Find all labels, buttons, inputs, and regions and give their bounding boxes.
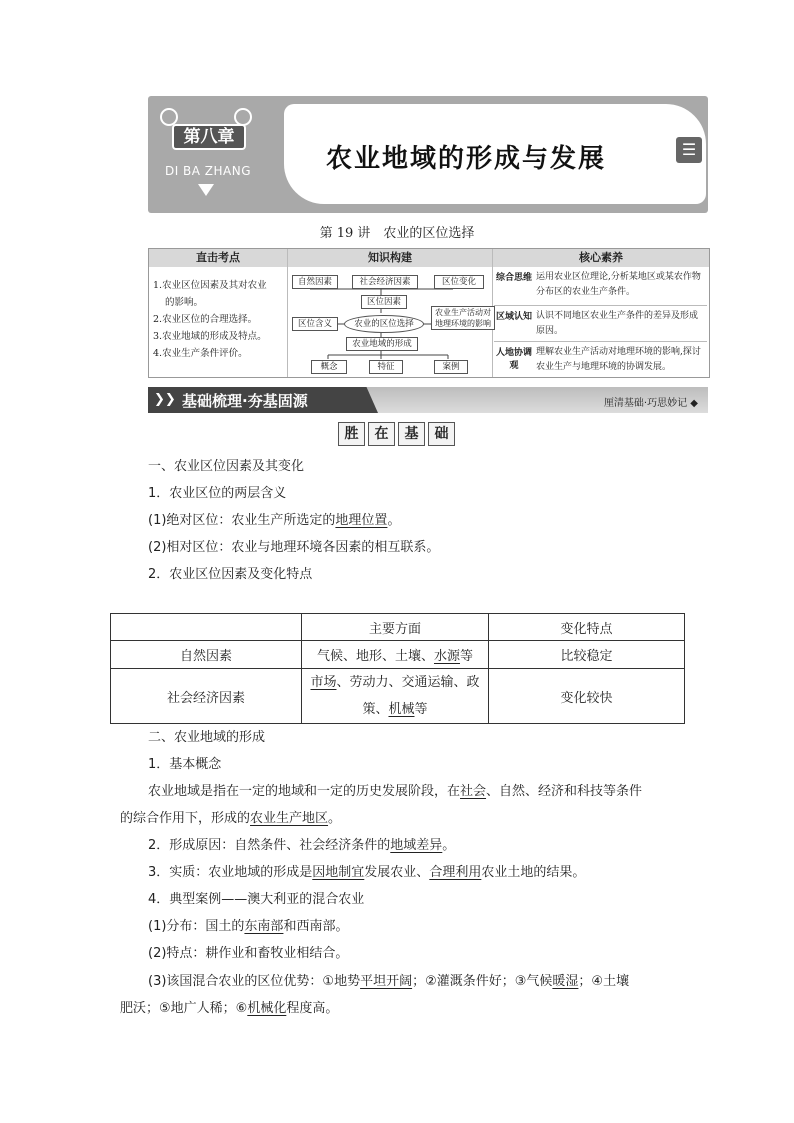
literacy-text: 认识不同地区农业生产条件的差异及形成原因。: [536, 311, 699, 336]
map-meaning: 区位含义: [292, 317, 338, 331]
map-impact: 农业生产活动对地理环境的影响: [431, 306, 495, 330]
paragraph: 3．实质：农业地域的形成是因地制宜发展农业、合理利用农业土地的结果。: [148, 865, 586, 880]
map-center: 农业的区位选择: [344, 315, 424, 333]
col-head-map: 知识构建: [288, 249, 492, 267]
table-cell: 自然因素: [111, 641, 302, 669]
col-head-literacy: 核心素养: [493, 249, 709, 267]
map-change: 区位变化: [434, 275, 484, 289]
table-header: 变化特点: [489, 614, 685, 641]
subheading: 1．农业区位的两层含义: [148, 486, 287, 501]
col-head-points: 直击考点: [149, 249, 287, 267]
table-cell: 社会经济因素: [111, 669, 302, 724]
paragraph: (1)绝对区位：农业生产所选定的地理位置。: [148, 513, 401, 528]
map-concept: 概念: [311, 360, 347, 374]
paragraph: (1)分布：国土的东南部和西南部。: [148, 919, 349, 934]
chapter-sub: DI BA ZHANG: [164, 164, 252, 178]
paragraph: 4．典型案例——澳大利亚的混合农业: [148, 892, 365, 907]
subheading: 1．基本概念: [148, 757, 222, 772]
section-bar: [148, 387, 708, 413]
literacy-label: 综合思维: [496, 273, 533, 283]
point-item: 1.农业区位因素及其对农业: [153, 280, 267, 291]
chapter-banner: [148, 96, 708, 213]
point-item: 2.农业区位的合理选择。: [153, 314, 258, 325]
point-item: 3.农业地域的形成及特点。: [153, 331, 267, 342]
subbanner-char: 础: [428, 422, 455, 446]
heading-2: 二、农业地域的形成: [148, 730, 266, 745]
point-item: 4.农业生产条件评价。: [153, 348, 248, 359]
point-item: 的影响。: [165, 297, 204, 308]
table-cell: 市场、劳动力、交通运输、政策、机械等: [302, 669, 489, 724]
paragraph: (2)相对区位：农业与地理环境各因素的相互联系。: [148, 540, 440, 555]
subbanner-char: 胜: [338, 422, 365, 446]
literacy-text: 理解农业生产活动对地理环境的影响,探讨农业生产与地理环境的协调发展。: [536, 347, 701, 372]
double-chevron-icon: ❯❯: [154, 392, 176, 407]
literacy-label: 区域认知: [496, 312, 533, 322]
table-header: [111, 614, 302, 641]
subbanner-char: 在: [368, 422, 395, 446]
literacy-text: 运用农业区位理论,分析某地区或某农作物分布区的农业生产条件。: [536, 272, 701, 297]
section-slogan: 厘清基础·巧思妙记 ◆: [603, 398, 698, 409]
map-nature: 自然因素: [292, 275, 338, 289]
paragraph: 肥沃；⑤地广人稀；⑥机械化程度高。: [120, 1001, 339, 1016]
exam-points: [153, 277, 289, 362]
table-header: 主要方面: [302, 614, 489, 641]
chapter-badge: [156, 104, 256, 204]
paragraph: (3)该国混合农业的区位优势：①地势平坦开阔；②灌溉条件好；③气候暖湿；④土壤: [148, 974, 630, 989]
paragraph: (2)特点：耕作业和畜牧业相结合。: [148, 946, 349, 961]
book-search-icon: ☰: [676, 137, 702, 163]
literacy-label: 人地协调观: [496, 348, 533, 371]
table-cell: 变化较快: [489, 669, 685, 724]
table-cell: 比较稳定: [489, 641, 685, 669]
literacy-row: [494, 305, 707, 342]
page-title: 农业地域的形成与发展: [326, 144, 607, 174]
lecture-title: 第 19 讲 农业的区位选择: [319, 226, 475, 241]
factor-table: [110, 613, 685, 724]
paragraph: 农业地域是指在一定的地域和一定的历史发展阶段，在社会、自然、经济和科技等条件: [148, 784, 643, 799]
table-cell: 气候、地形、土壤、水源等: [302, 641, 489, 669]
literacy-row: [494, 267, 707, 303]
subheading: 2．农业区位因素及变化特点: [148, 567, 313, 582]
table-row: [111, 669, 685, 724]
chapter-label: 第八章: [172, 124, 246, 150]
down-arrow-icon: [198, 184, 214, 196]
literacy-row: [494, 341, 707, 378]
map-feature: 特征: [369, 360, 403, 374]
subbanner: [338, 422, 458, 446]
map-formation: 农业地域的形成: [346, 337, 418, 351]
heading-1: 一、农业区位因素及其变化: [148, 459, 305, 474]
summary-table: [148, 248, 710, 378]
map-factor: 区位因素: [361, 295, 407, 309]
subbanner-char: 基: [398, 422, 425, 446]
paragraph: 的综合作用下，形成的农业生产地区。: [120, 811, 342, 826]
table-row: [111, 641, 685, 669]
paragraph: 2．形成原因：自然条件、社会经济条件的地域差异。: [148, 838, 456, 853]
map-case: 案例: [434, 360, 468, 374]
map-social: 社会经济因素: [352, 275, 418, 289]
section-title: 基础梳理·夯基固源: [182, 392, 308, 410]
